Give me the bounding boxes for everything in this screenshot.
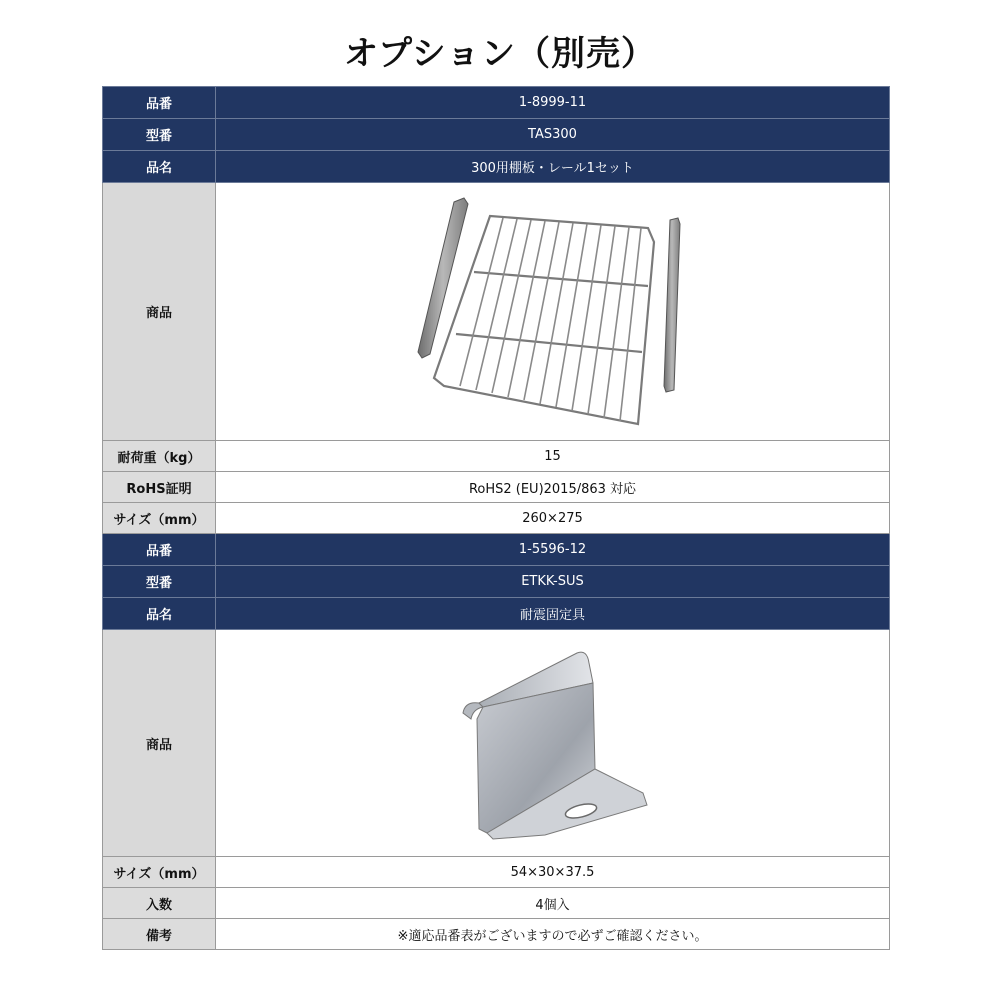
model-label: 型番 [103,566,216,598]
model-label: 型番 [103,119,216,151]
part-no-label: 品番 [103,87,216,119]
options-spec-table [102,86,890,950]
part-no-value: 1-5596-12 [216,534,890,566]
table-row [103,888,890,919]
product-image-label: 商品 [103,183,216,441]
size-value: 260×275 [216,503,890,534]
product-name-value: 300用棚板・レール1セット [216,151,890,183]
note-label: 備考 [103,919,216,950]
product-name-label: 品名 [103,151,216,183]
product-name-value: 耐震固定具 [216,598,890,630]
model-value: ETKK-SUS [216,566,890,598]
rohs-label: RoHS証明 [103,472,216,503]
table-row [103,503,890,534]
rohs-value: RoHS2 (EU)2015/863 対応 [216,472,890,503]
table-row [103,151,890,183]
product-image-label: 商品 [103,630,216,857]
table-row [103,87,890,119]
table-row [103,119,890,151]
page-title: オプション（別売） [344,34,656,74]
size-label: サイズ（mm） [103,857,216,888]
load-capacity-value: 15 [216,441,890,472]
part-no-label: 品番 [103,534,216,566]
quantity-label: 入数 [103,888,216,919]
product-image-cell [216,183,890,441]
product-name-label: 品名 [103,598,216,630]
product-image-cell [216,630,890,857]
quantity-value: 4個入 [216,888,890,919]
model-value: TAS300 [216,119,890,151]
table-row [103,857,890,888]
table-row [103,472,890,503]
table-row [103,183,890,441]
table-row [103,441,890,472]
table-row [103,630,890,857]
part-no-value: 1-8999-11 [216,87,890,119]
wire-shelf-with-rails-icon [408,194,698,430]
size-value: 54×30×37.5 [216,857,890,888]
table-row [103,534,890,566]
note-value: ※適応品番表がございますので必ずご確認ください。 [216,919,890,950]
table-row [103,919,890,950]
table-row [103,598,890,630]
seismic-bracket-icon [453,643,653,843]
table-row [103,566,890,598]
load-capacity-label: 耐荷重（kg） [103,441,216,472]
size-label: サイズ（mm） [103,503,216,534]
